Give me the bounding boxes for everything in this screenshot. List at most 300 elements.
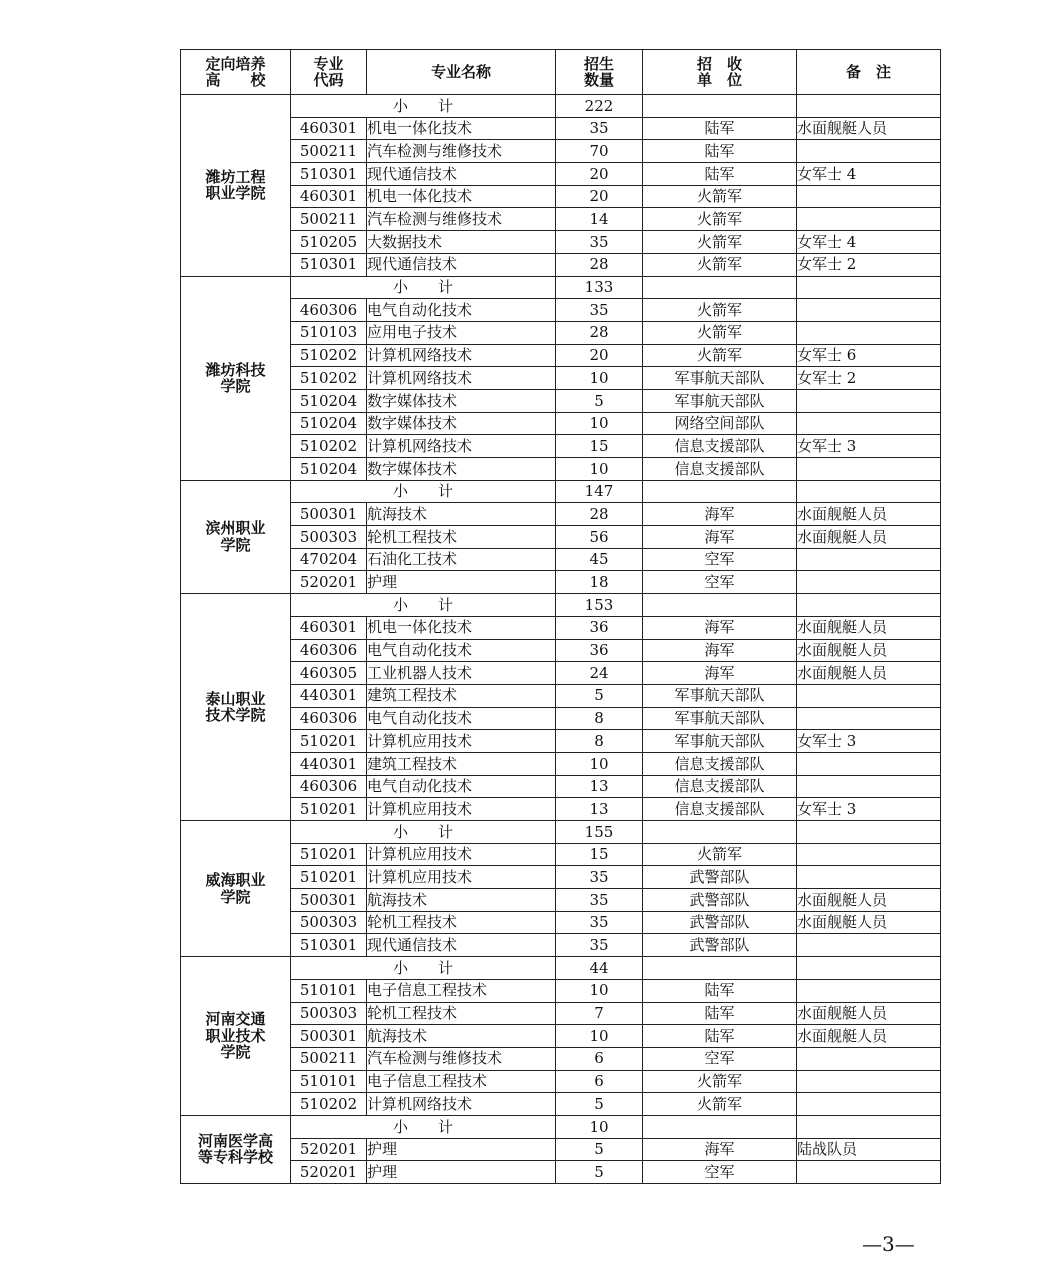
major-name: 电气自动化技术 <box>367 707 556 730</box>
remark: 水面舰艇人员 <box>797 662 941 685</box>
major-code: 440301 <box>291 684 367 707</box>
subtotal-row <box>181 276 941 299</box>
subtotal-note-empty <box>797 1115 941 1138</box>
major-code: 510202 <box>291 344 367 367</box>
enroll-count: 36 <box>556 639 643 662</box>
school-name-line: 河南医学高 <box>197 1131 273 1150</box>
enroll-count: 5 <box>556 389 643 412</box>
table-row <box>181 1070 941 1093</box>
remark: 女军士 3 <box>797 730 941 753</box>
major-name: 汽车检测与维修技术 <box>367 208 556 231</box>
major-name: 计算机网络技术 <box>367 344 556 367</box>
recruit-unit: 火箭军 <box>643 1070 797 1093</box>
recruit-unit: 海军 <box>643 662 797 685</box>
table-row <box>181 208 941 231</box>
subtotal-label: 小 计 <box>291 1115 556 1138</box>
major-code: 460306 <box>291 299 367 322</box>
remark <box>797 1070 941 1093</box>
table-row <box>181 344 941 367</box>
table-row <box>181 231 941 254</box>
major-name: 建筑工程技术 <box>367 684 556 707</box>
enroll-count: 28 <box>556 503 643 526</box>
recruit-unit: 陆军 <box>643 140 797 163</box>
major-code: 520201 <box>291 571 367 594</box>
remark <box>797 458 941 481</box>
school-name-cell <box>181 821 291 957</box>
table-row <box>181 1047 941 1070</box>
table-row <box>181 412 941 435</box>
header-school: 定向培养 高 校 <box>181 50 291 95</box>
subtotal-label: 小 计 <box>291 821 556 844</box>
school-name-line: 学院 <box>220 535 251 554</box>
recruit-unit: 火箭军 <box>643 321 797 344</box>
school-name-line: 学院 <box>220 887 251 906</box>
recruit-unit: 海军 <box>643 1138 797 1161</box>
table-row <box>181 140 941 163</box>
table-row <box>181 367 941 390</box>
school-name-line: 技术学院 <box>205 706 266 725</box>
enroll-count: 7 <box>556 1002 643 1025</box>
major-name: 计算机应用技术 <box>367 843 556 866</box>
table-row <box>181 503 941 526</box>
enroll-count: 18 <box>556 571 643 594</box>
remark <box>797 866 941 889</box>
recruit-unit: 军事航天部队 <box>643 730 797 753</box>
major-name: 护理 <box>367 571 556 594</box>
major-name: 计算机应用技术 <box>367 866 556 889</box>
major-name: 数字媒体技术 <box>367 412 556 435</box>
remark <box>797 571 941 594</box>
table-row <box>181 163 941 186</box>
remark <box>797 185 941 208</box>
enroll-count: 13 <box>556 775 643 798</box>
recruit-unit: 陆军 <box>643 117 797 140</box>
enroll-count: 6 <box>556 1047 643 1070</box>
major-name: 石油化工技术 <box>367 548 556 571</box>
major-code: 510202 <box>291 367 367 390</box>
major-name: 电子信息工程技术 <box>367 1070 556 1093</box>
major-code: 460306 <box>291 775 367 798</box>
subtotal-value: 133 <box>556 276 643 299</box>
remark: 水面舰艇人员 <box>797 117 941 140</box>
table-row <box>181 526 941 549</box>
enroll-count: 10 <box>556 979 643 1002</box>
remark <box>797 843 941 866</box>
remark: 水面舰艇人员 <box>797 526 941 549</box>
remark <box>797 299 941 322</box>
subtotal-note-empty <box>797 276 941 299</box>
major-name: 机电一体化技术 <box>367 616 556 639</box>
table-row <box>181 616 941 639</box>
enroll-count: 13 <box>556 798 643 821</box>
header-code: 专业 代码 <box>291 50 367 95</box>
subtotal-unit-empty <box>643 821 797 844</box>
enroll-count: 10 <box>556 752 643 775</box>
subtotal-unit-empty <box>643 276 797 299</box>
table-row <box>181 662 941 685</box>
major-name: 计算机应用技术 <box>367 798 556 821</box>
table-row <box>181 639 941 662</box>
major-code: 460301 <box>291 185 367 208</box>
major-name: 轮机工程技术 <box>367 911 556 934</box>
remark: 水面舰艇人员 <box>797 503 941 526</box>
recruit-unit: 武警部队 <box>643 911 797 934</box>
major-code: 510301 <box>291 163 367 186</box>
subtotal-note-empty <box>797 594 941 617</box>
major-code: 510101 <box>291 1070 367 1093</box>
subtotal-note-empty <box>797 95 941 118</box>
subtotal-label: 小 计 <box>291 95 556 118</box>
remark <box>797 412 941 435</box>
enroll-count: 35 <box>556 911 643 934</box>
remark <box>797 979 941 1002</box>
recruit-unit: 信息支援部队 <box>643 458 797 481</box>
major-code: 510202 <box>291 435 367 458</box>
major-name: 数字媒体技术 <box>367 458 556 481</box>
header-row <box>181 50 941 95</box>
enroll-count: 35 <box>556 934 643 957</box>
enroll-count: 5 <box>556 684 643 707</box>
school-name-line: 潍坊科技 <box>205 360 266 379</box>
major-name: 计算机网络技术 <box>367 435 556 458</box>
recruit-unit: 火箭军 <box>643 253 797 276</box>
enroll-count: 35 <box>556 889 643 912</box>
enroll-count: 35 <box>556 117 643 140</box>
major-code: 510204 <box>291 458 367 481</box>
major-name: 计算机网络技术 <box>367 367 556 390</box>
recruit-unit: 火箭军 <box>643 185 797 208</box>
recruit-unit: 火箭军 <box>643 344 797 367</box>
table-row <box>181 889 941 912</box>
major-name: 汽车检测与维修技术 <box>367 140 556 163</box>
remark: 女军士 2 <box>797 367 941 390</box>
recruit-unit: 信息支援部队 <box>643 435 797 458</box>
subtotal-label: 小 计 <box>291 957 556 980</box>
enroll-count: 35 <box>556 231 643 254</box>
header-count: 招生 数量 <box>556 50 643 95</box>
school-name-cell <box>181 1115 291 1183</box>
enroll-count: 5 <box>556 1161 643 1184</box>
recruit-unit: 海军 <box>643 639 797 662</box>
recruit-unit: 军事航天部队 <box>643 367 797 390</box>
recruit-unit: 空军 <box>643 1047 797 1070</box>
major-code: 460306 <box>291 639 367 662</box>
major-name: 现代通信技术 <box>367 253 556 276</box>
major-code: 460306 <box>291 707 367 730</box>
subtotal-row <box>181 594 941 617</box>
remark <box>797 684 941 707</box>
enroll-count: 70 <box>556 140 643 163</box>
table-row <box>181 775 941 798</box>
enroll-count: 24 <box>556 662 643 685</box>
major-code: 510204 <box>291 389 367 412</box>
major-name: 航海技术 <box>367 889 556 912</box>
major-code: 500301 <box>291 889 367 912</box>
recruit-unit: 军事航天部队 <box>643 707 797 730</box>
table-row <box>181 1138 941 1161</box>
remark: 女军士 4 <box>797 163 941 186</box>
enroll-count: 15 <box>556 843 643 866</box>
major-code: 500211 <box>291 140 367 163</box>
table-row <box>181 1161 941 1184</box>
recruit-unit: 陆军 <box>643 163 797 186</box>
enroll-count: 45 <box>556 548 643 571</box>
recruit-unit: 武警部队 <box>643 866 797 889</box>
major-code: 460301 <box>291 117 367 140</box>
enroll-count: 35 <box>556 299 643 322</box>
table-row <box>181 707 941 730</box>
remark: 女军士 3 <box>797 435 941 458</box>
remark <box>797 1093 941 1116</box>
table-row <box>181 934 941 957</box>
subtotal-unit-empty <box>643 95 797 118</box>
recruit-unit: 武警部队 <box>643 934 797 957</box>
recruit-unit: 空军 <box>643 548 797 571</box>
enroll-count: 5 <box>556 1093 643 1116</box>
enrollment-table <box>180 49 941 1184</box>
subtotal-note-empty <box>797 957 941 980</box>
major-name: 工业机器人技术 <box>367 662 556 685</box>
table-row <box>181 798 941 821</box>
enroll-count: 5 <box>556 1138 643 1161</box>
major-code: 500301 <box>291 503 367 526</box>
remark: 水面舰艇人员 <box>797 639 941 662</box>
major-name: 应用电子技术 <box>367 321 556 344</box>
subtotal-row <box>181 95 941 118</box>
recruit-unit: 陆军 <box>643 1025 797 1048</box>
subtotal-row <box>181 480 941 503</box>
enroll-count: 20 <box>556 163 643 186</box>
table-row <box>181 571 941 594</box>
school-name-cell <box>181 95 291 277</box>
school-name-cell <box>181 957 291 1116</box>
remark: 水面舰艇人员 <box>797 1002 941 1025</box>
major-code: 510201 <box>291 730 367 753</box>
enroll-count: 8 <box>556 707 643 730</box>
major-name: 大数据技术 <box>367 231 556 254</box>
school-name-line: 学院 <box>220 377 251 396</box>
table-row <box>181 548 941 571</box>
major-code: 500303 <box>291 1002 367 1025</box>
remark: 女军士 6 <box>797 344 941 367</box>
remark <box>797 934 941 957</box>
major-code: 510103 <box>291 321 367 344</box>
major-name: 航海技术 <box>367 503 556 526</box>
recruit-unit: 陆军 <box>643 1002 797 1025</box>
major-code: 460305 <box>291 662 367 685</box>
recruit-unit: 信息支援部队 <box>643 798 797 821</box>
subtotal-value: 153 <box>556 594 643 617</box>
enroll-count: 20 <box>556 344 643 367</box>
school-name-line: 潍坊工程 <box>205 167 266 186</box>
enroll-count: 56 <box>556 526 643 549</box>
major-name: 电气自动化技术 <box>367 775 556 798</box>
school-name-line: 学院 <box>220 1043 251 1062</box>
remark: 陆战队员 <box>797 1138 941 1161</box>
table-row <box>181 389 941 412</box>
major-code: 510101 <box>291 979 367 1002</box>
remark <box>797 1047 941 1070</box>
major-code: 440301 <box>291 752 367 775</box>
school-name-line: 威海职业 <box>205 871 266 890</box>
enroll-count: 14 <box>556 208 643 231</box>
table-row <box>181 843 941 866</box>
subtotal-value: 147 <box>556 480 643 503</box>
school-name-line: 泰山职业 <box>205 689 266 708</box>
major-code: 510202 <box>291 1093 367 1116</box>
subtotal-value: 44 <box>556 957 643 980</box>
recruit-unit: 军事航天部队 <box>643 389 797 412</box>
recruit-unit: 陆军 <box>643 979 797 1002</box>
table-row <box>181 321 941 344</box>
major-code: 520201 <box>291 1138 367 1161</box>
table-row <box>181 117 941 140</box>
recruit-unit: 海军 <box>643 616 797 639</box>
remark <box>797 707 941 730</box>
enroll-count: 20 <box>556 185 643 208</box>
subtotal-row <box>181 957 941 980</box>
enroll-count: 8 <box>556 730 643 753</box>
remark <box>797 548 941 571</box>
table-row <box>181 752 941 775</box>
enroll-count: 36 <box>556 616 643 639</box>
enroll-count: 6 <box>556 1070 643 1093</box>
major-name: 机电一体化技术 <box>367 185 556 208</box>
remark <box>797 208 941 231</box>
table-row <box>181 185 941 208</box>
major-code: 510201 <box>291 866 367 889</box>
remark: 女军士 3 <box>797 798 941 821</box>
table-row <box>181 435 941 458</box>
recruit-unit: 军事航天部队 <box>643 684 797 707</box>
recruit-unit: 网络空间部队 <box>643 412 797 435</box>
table-row <box>181 730 941 753</box>
subtotal-unit-empty <box>643 594 797 617</box>
table-row <box>181 1025 941 1048</box>
major-name: 现代通信技术 <box>367 163 556 186</box>
major-code: 510201 <box>291 843 367 866</box>
major-name: 电气自动化技术 <box>367 299 556 322</box>
school-name-cell <box>181 594 291 821</box>
major-code: 460301 <box>291 616 367 639</box>
remark: 水面舰艇人员 <box>797 616 941 639</box>
major-name: 护理 <box>367 1138 556 1161</box>
major-code: 520201 <box>291 1161 367 1184</box>
subtotal-unit-empty <box>643 957 797 980</box>
recruit-unit: 空军 <box>643 571 797 594</box>
subtotal-note-empty <box>797 821 941 844</box>
remark <box>797 321 941 344</box>
major-name: 航海技术 <box>367 1025 556 1048</box>
recruit-unit: 火箭军 <box>643 1093 797 1116</box>
header-major: 专业名称 <box>367 50 556 95</box>
major-code: 510204 <box>291 412 367 435</box>
table-row <box>181 299 941 322</box>
major-code: 500211 <box>291 208 367 231</box>
table-row <box>181 866 941 889</box>
table-row <box>181 1093 941 1116</box>
major-name: 汽车检测与维修技术 <box>367 1047 556 1070</box>
table-body <box>181 95 941 1184</box>
major-code: 470204 <box>291 548 367 571</box>
header-note: 备 注 <box>797 50 941 95</box>
major-name: 数字媒体技术 <box>367 389 556 412</box>
table-row <box>181 458 941 481</box>
page-number: —3— <box>862 1232 915 1256</box>
subtotal-label: 小 计 <box>291 594 556 617</box>
major-code: 510301 <box>291 253 367 276</box>
remark: 水面舰艇人员 <box>797 889 941 912</box>
recruit-unit: 火箭军 <box>643 843 797 866</box>
major-name: 计算机应用技术 <box>367 730 556 753</box>
major-name: 计算机网络技术 <box>367 1093 556 1116</box>
subtotal-unit-empty <box>643 480 797 503</box>
subtotal-label: 小 计 <box>291 480 556 503</box>
recruit-unit: 海军 <box>643 526 797 549</box>
recruit-unit: 海军 <box>643 503 797 526</box>
school-name-line: 职业技术 <box>205 1026 266 1045</box>
enroll-count: 15 <box>556 435 643 458</box>
remark <box>797 752 941 775</box>
school-name-line: 等专科学校 <box>197 1148 273 1167</box>
enroll-count: 35 <box>556 866 643 889</box>
major-code: 500301 <box>291 1025 367 1048</box>
major-code: 510301 <box>291 934 367 957</box>
major-name: 机电一体化技术 <box>367 117 556 140</box>
table-row <box>181 979 941 1002</box>
recruit-unit: 火箭军 <box>643 231 797 254</box>
recruit-unit: 火箭军 <box>643 208 797 231</box>
subtotal-value: 155 <box>556 821 643 844</box>
major-name: 电气自动化技术 <box>367 639 556 662</box>
table-row <box>181 1002 941 1025</box>
remark <box>797 775 941 798</box>
recruit-unit: 空军 <box>643 1161 797 1184</box>
table-row <box>181 684 941 707</box>
enroll-count: 28 <box>556 321 643 344</box>
major-name: 电子信息工程技术 <box>367 979 556 1002</box>
major-name: 建筑工程技术 <box>367 752 556 775</box>
major-code: 500211 <box>291 1047 367 1070</box>
major-code: 500303 <box>291 911 367 934</box>
subtotal-note-empty <box>797 480 941 503</box>
table-row <box>181 253 941 276</box>
header-unit: 招 收 单 位 <box>643 50 797 95</box>
enroll-count: 10 <box>556 367 643 390</box>
subtotal-value: 10 <box>556 1115 643 1138</box>
school-name-cell <box>181 480 291 593</box>
major-code: 510205 <box>291 231 367 254</box>
major-name: 护理 <box>367 1161 556 1184</box>
major-name: 现代通信技术 <box>367 934 556 957</box>
major-code: 510201 <box>291 798 367 821</box>
subtotal-value: 222 <box>556 95 643 118</box>
remark: 水面舰艇人员 <box>797 911 941 934</box>
remark <box>797 1161 941 1184</box>
major-name: 轮机工程技术 <box>367 1002 556 1025</box>
remark: 女军士 2 <box>797 253 941 276</box>
subtotal-unit-empty <box>643 1115 797 1138</box>
subtotal-row <box>181 821 941 844</box>
enroll-count: 28 <box>556 253 643 276</box>
remark: 女军士 4 <box>797 231 941 254</box>
recruit-unit: 信息支援部队 <box>643 752 797 775</box>
remark: 水面舰艇人员 <box>797 1025 941 1048</box>
school-name-line: 滨州职业 <box>205 519 266 538</box>
school-name-line: 职业学院 <box>205 184 266 203</box>
enroll-count: 10 <box>556 458 643 481</box>
recruit-unit: 火箭军 <box>643 299 797 322</box>
